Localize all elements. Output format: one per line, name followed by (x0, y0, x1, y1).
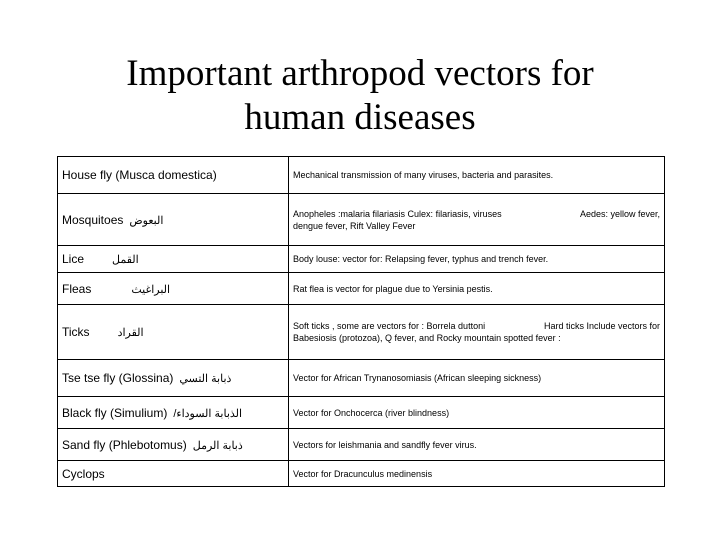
disease-text-part-b: Aedes: yellow fever, (579, 208, 660, 219)
vector-name: Sand fly (Phlebotomus) (62, 437, 187, 452)
vector-name-cell (58, 246, 289, 273)
disease-cell (289, 194, 665, 246)
arabic-name: البعوض (129, 214, 164, 227)
disease-text: Vector for African Trynanosomiasis (African sleeping sickness) (293, 373, 542, 383)
table-row (58, 360, 665, 397)
disease-text-part-c: dengue fever, Rift Valley Fever (293, 220, 416, 231)
title-line-2: human diseases (244, 97, 476, 138)
arabic-name: ذبابة الرمل (192, 439, 243, 452)
disease-cell (289, 397, 665, 429)
disease-cell (289, 273, 665, 305)
vector-name: House fly (Musca domestica) (62, 168, 217, 182)
disease-text: Vector for Dracunculus medinensis (293, 468, 433, 479)
disease-text: Rat flea is vector for plague due to Yersinia pestis. (293, 283, 493, 294)
arabic-name: الذبابة السوداء/ (173, 407, 243, 420)
vector-name: Tse tse fly (Glossina) (62, 371, 174, 385)
arabic-name: البراغيث (131, 283, 171, 296)
arabic-name: القراد (117, 327, 144, 339)
arabic-name: ذبابة التسي (179, 373, 232, 385)
page-title (0, 52, 720, 140)
vector-name-cell (58, 273, 289, 305)
table-row (58, 246, 665, 273)
vector-name-cell (58, 461, 289, 487)
vector-name: Ticks (62, 325, 90, 339)
vector-name: Cyclops (62, 466, 105, 481)
disease-text: Mechanical transmission of many viruses, bacteria and parasites. (293, 170, 554, 180)
vector-name: Black fly (Simulium) (62, 405, 168, 420)
disease-text-part-c: Babesiosis (protozoa), Q fever, and Rocky mountain spotted fever : (293, 333, 561, 343)
disease-text: Body louse: vector for: Relapsing fever, typhus and trench fever. (293, 254, 549, 264)
disease-text: Vectors for leishmania and sandfly fever virus. (293, 439, 477, 450)
disease-cell (289, 157, 665, 194)
disease-cell (289, 246, 665, 273)
vector-name: Mosquitoes (62, 212, 124, 227)
disease-cell (289, 429, 665, 461)
vector-table (57, 156, 665, 487)
vector-name-cell (58, 360, 289, 397)
table-row (58, 194, 665, 246)
disease-text-part-b: Hard ticks Include vectors for (543, 321, 660, 331)
table-row (58, 429, 665, 461)
disease-cell (289, 360, 665, 397)
table-row (58, 157, 665, 194)
vector-name: Fleas (62, 281, 92, 296)
disease-cell (289, 461, 665, 487)
table-row (58, 461, 665, 487)
vector-name-cell (58, 429, 289, 461)
disease-text: Vector for Onchocerca (river blindness) (293, 407, 450, 418)
vector-name-cell (58, 397, 289, 429)
title-line-1: Important arthropod vectors for (126, 53, 594, 94)
vector-name-cell (58, 305, 289, 360)
table-row (58, 273, 665, 305)
vector-name-cell (58, 157, 289, 194)
disease-cell (289, 305, 665, 360)
table-row (58, 305, 665, 360)
vector-name-cell (58, 194, 289, 246)
disease-text-part-a: Soft ticks , some are vectors for : Borrela duttoni (293, 321, 486, 331)
arabic-name: القمل (112, 254, 139, 266)
disease-text-part-a: Anopheles :malaria filariasis Culex: filariasis, viruses (293, 208, 502, 219)
vector-name: Lice (62, 252, 85, 266)
table-row (58, 397, 665, 429)
